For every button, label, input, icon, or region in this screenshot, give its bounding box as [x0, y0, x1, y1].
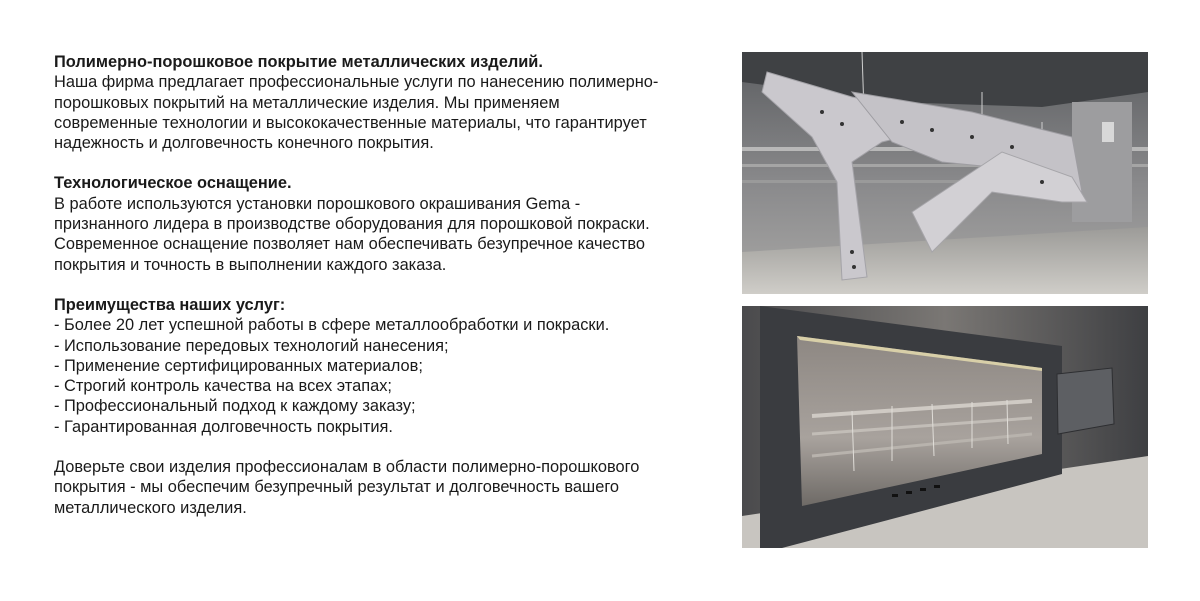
section-equipment: [54, 173, 714, 274]
section-heading: Технологическое оснащение.: [54, 174, 292, 193]
door-frame-image: [742, 306, 1148, 548]
article-text: [54, 52, 714, 518]
photo-coated-door-frame: [742, 306, 1148, 548]
list-item: - Использование передовых технологий нанесения;: [54, 336, 449, 355]
booth-scene-image: [742, 52, 1148, 294]
list-item: - Строгий контроль качества на всех этапах;: [54, 377, 392, 396]
paragraph-line: покрытия - мы обеспечим безупречный результат и долговечность вашего: [54, 478, 620, 497]
list-item: - Более 20 лет успешной работы в сфере металлообработки и покраски.: [54, 316, 610, 335]
paragraph-line: Современное оснащение позволяет нам обеспечивать безупречное качество: [54, 235, 645, 254]
paragraph-line: Доверьте свои изделия профессионалам в области полимерно-порошкового: [54, 458, 640, 477]
section-advantages: [54, 295, 714, 437]
list-item: - Профессиональный подход к каждому заказу;: [54, 397, 416, 416]
section-coating: [54, 52, 714, 153]
list-item: - Применение сертифицированных материалов;: [54, 356, 423, 375]
paragraph-line: покрытия и точность в выполнении каждого заказа.: [54, 255, 447, 274]
list-item: - Гарантированная долговечность покрытия.: [54, 417, 393, 436]
section-heading: Полимерно-порошковое покрытие металлических изделий.: [54, 53, 543, 71]
paragraph-line: признанного лидера в производстве оборудования для порошковой покраски.: [54, 215, 650, 234]
paragraph-line: порошковых покрытий на металлические изделия. Мы применяем: [54, 93, 560, 112]
paragraph-line: В работе используются установки порошкового окрашивания Gema -: [54, 194, 581, 213]
section-heading: Преимущества наших услуг:: [54, 295, 286, 314]
paragraph-line: современные технологии и высококачественные материалы, что гарантирует: [54, 113, 647, 132]
section-closing: [54, 457, 714, 518]
paragraph-line: Наша фирма предлагает профессиональные услуги по нанесению полимерно-: [54, 73, 659, 92]
paragraph-line: надежность и долговечность конечного покрытия.: [54, 134, 434, 153]
paragraph-line: металлического изделия.: [54, 498, 247, 517]
photo-painted-stair-stringers: [742, 52, 1148, 294]
